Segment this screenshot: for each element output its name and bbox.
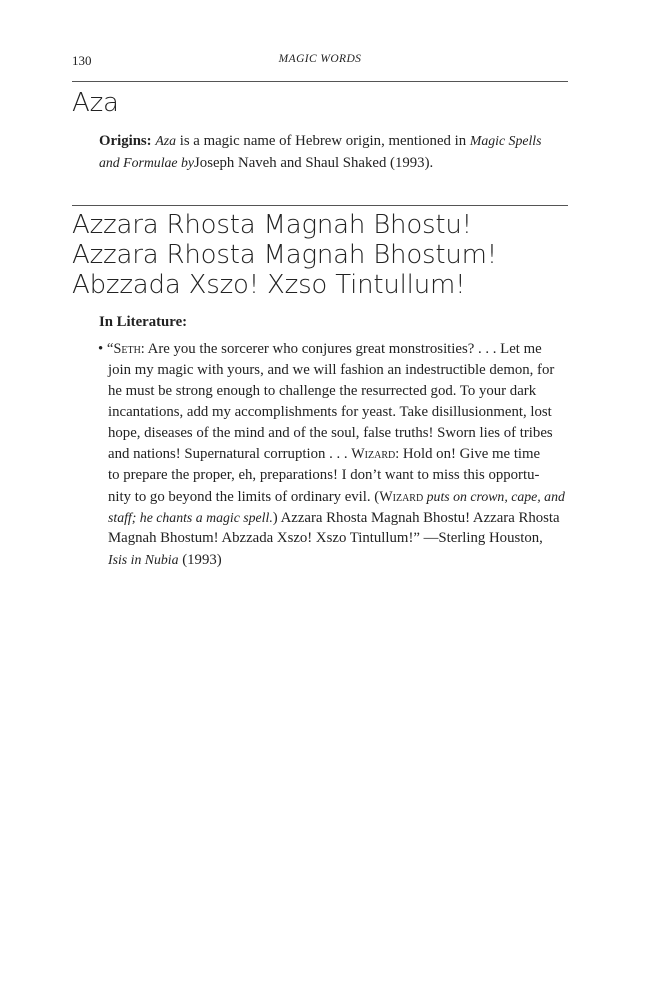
stage-direction: staff; he chants a magic spell. [108, 510, 273, 525]
entry-title-line-3: Abzzada Xszo! Xzso Tintullum! [72, 270, 466, 300]
running-title: MAGIC WORDS [278, 53, 362, 65]
quote-line: to prepare the proper, eh, preparations! I don’t want to miss this opportu- [108, 467, 540, 483]
quote-line [98, 486, 568, 507]
quote-text: Hold on! Give me time [399, 446, 541, 462]
stage-direction: puts on crown, cape, and [423, 489, 565, 504]
quote-line: he must be strong enough to challenge the resurrected god. To your dark [108, 383, 537, 399]
quote-text: nity to go beyond the limits of ordinary evil. ( [108, 489, 380, 505]
bullet: • [98, 341, 104, 357]
origins-label: Origins: [99, 133, 152, 149]
quote-open: “ [106, 341, 114, 357]
quote-text: ) Azzara Rhosta Magnah Bhostu! Azzara Rhosta [272, 510, 560, 526]
origins-book-2: and Formulae by [99, 155, 195, 170]
page-header [72, 53, 568, 69]
quote-line [98, 444, 568, 465]
speaker-seth: Seth: [113, 341, 145, 357]
speaker-wizard: Wizard: [351, 446, 400, 462]
speaker-wizard-direction: Wizard [379, 489, 424, 505]
entry-title-line-2: Azzara Rhosta Magnah Bhostum! [72, 240, 497, 270]
entry-title-aza: Aza [72, 88, 119, 118]
entry-title-line-1: Azzara Rhosta Magnah Bhostu! [72, 210, 472, 240]
quote-line: Magnah Bhostum! Abzzada Xszo! Xszo Tintullum!” —Sterling Houston, [108, 530, 543, 546]
quote-text: and nations! Supernatural corruption . . . [108, 446, 352, 462]
quote-line [98, 507, 568, 528]
page-number: 130 [72, 53, 92, 68]
quote-line: join my magic with yours, and we will fashion an indestructible demon, for [108, 362, 555, 378]
origins-name: Aza [155, 133, 177, 148]
header-divider [72, 81, 568, 82]
literature-quote [98, 339, 568, 570]
origins-book-1: Magic Spells [469, 133, 542, 148]
quote-text: Are you the sorcerer who conjures great monstrosities? . . . Let me [144, 341, 542, 357]
quote-line [98, 339, 568, 360]
entry-divider [72, 205, 568, 206]
quote-line [98, 549, 568, 570]
origins-text-1: is a magic name of Hebrew origin, mentioned in [176, 133, 470, 149]
origins-text-2: Joseph Naveh and Shaul Shaked (1993). [194, 155, 434, 171]
quote-line: incantations, add my accomplishments for yeast. Take disillusionment, lost [108, 404, 552, 420]
origins-paragraph [99, 130, 569, 174]
source-year: (1993) [178, 552, 222, 568]
source-title: Isis in Nubia [108, 552, 179, 567]
literature-heading: In Literature: [99, 314, 188, 330]
quote-line: hope, diseases of the mind and of the soul, false truths! Sworn lies of tribes [108, 425, 553, 441]
